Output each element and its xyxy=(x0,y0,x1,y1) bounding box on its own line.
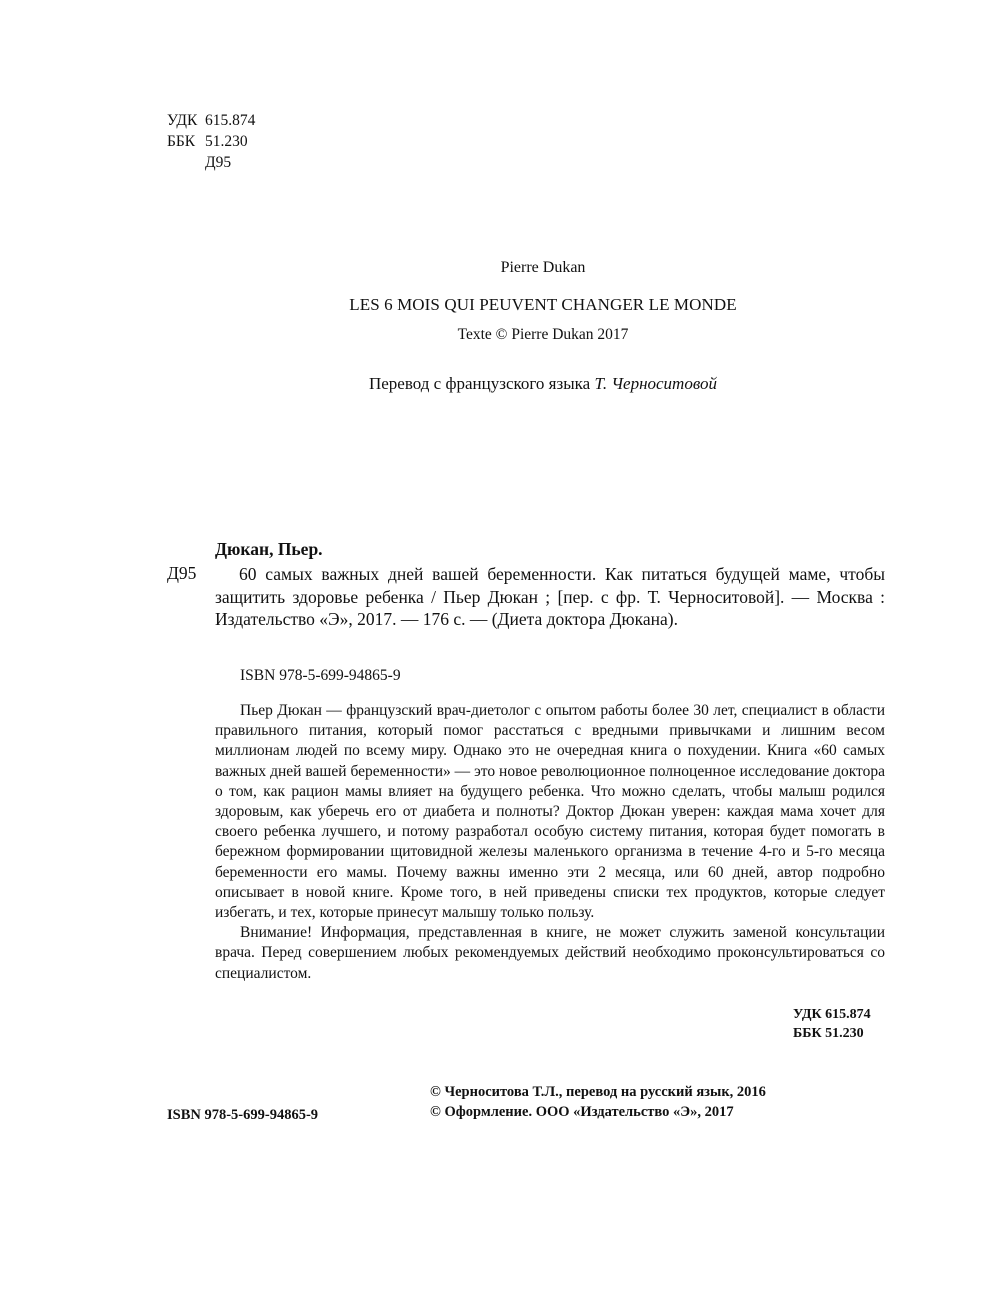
copyright-notices xyxy=(430,1082,766,1122)
translation-prefix: Перевод с французского языка xyxy=(368,374,591,393)
original-author: Pierre Dukan xyxy=(500,259,586,276)
classification-block-top xyxy=(167,110,255,173)
udk-line xyxy=(167,110,255,131)
annotation xyxy=(215,701,885,984)
bbk-label: ББК xyxy=(167,133,196,150)
annotation-paragraph: Пьер Дюкан — французский врач-диетолог с опытом работы более 30 лет, специалист в области правильного питания, который помог расстаться с вредными привычками и лишним весом миллионам людей по всему миру. Однако это не очередная книга о похудении. Книга «60 самых важных дней вашей беременности» — это новое революционное полноценное исследование доктора о том, как рацион мамы влияет на будущего ребенка. Что можно сделать, чтобы малыш родился здоровым, как уберечь его от диабета и полноты? Доктор Дюкан уверен: каждая мама хочет для своего ребенка лучшего, и потому разработал особую систему питания, которая будет помогать в бережном формировании щитовидной железы маленького организма в течение 4-го и 5-го месяца беременности его мамы. Почему важны именно эти 2 месяца, или 60 дней, автор подробно описывает в новой книге. Кроме того, в ней приведены списки тех продуктов, которые следует избегать, и тех, которые принесут малышу только пользу. xyxy=(215,702,885,922)
bbk-value: 51.230 xyxy=(205,133,248,150)
translator-name: Т. Черноситовой xyxy=(594,374,717,393)
biblio-isbn: ISBN 978-5-699-94865-9 xyxy=(240,667,401,684)
author-mark-top: Д95 xyxy=(205,154,232,171)
biblio-description: 60 самых важных дней вашей беременности. Как питаться будущей маме, чтобы защитить здоровье ребенка / Пьер Дюкан ; [пер. с фр. Т. Черноситовой]. — Москва : Издательство «Э», 2017. — 176 с. — (Диета доктора Дюкана). xyxy=(215,564,885,629)
original-title: LES 6 MOIS QUI PEUVENT CHANGER LE MONDE xyxy=(349,295,737,314)
footer-isbn: ISBN 978-5-699-94865-9 xyxy=(167,1107,319,1123)
udk-label: УДК xyxy=(167,112,198,129)
bbk-bottom: ББК 51.230 xyxy=(793,1026,864,1041)
udk-value: 615.874 xyxy=(205,112,256,129)
udk-bottom: УДК 615.874 xyxy=(793,1007,871,1022)
biblio-author-mark: Д95 xyxy=(167,563,197,583)
translation-credit xyxy=(20,374,986,394)
annotation-warning: Внимание! Информация, представленная в книге, не может служить заменой консультации врача. Перед совершением любых рекомендуемых действий необходимо проконсультироваться со специалистом. xyxy=(215,924,885,982)
classification-block-bottom xyxy=(793,1005,871,1043)
copyright-design: © Оформление. ООО «Издательство «Э», 2017 xyxy=(430,1104,734,1120)
biblio-author-heading: Дюкан, Пьер. xyxy=(215,539,323,559)
copyright-translation: © Черноситова Т.Л., перевод на русский язык, 2016 xyxy=(430,1084,766,1100)
bbk-line xyxy=(167,131,255,152)
original-copyright: Texte © Pierre Dukan 2017 xyxy=(457,326,629,343)
